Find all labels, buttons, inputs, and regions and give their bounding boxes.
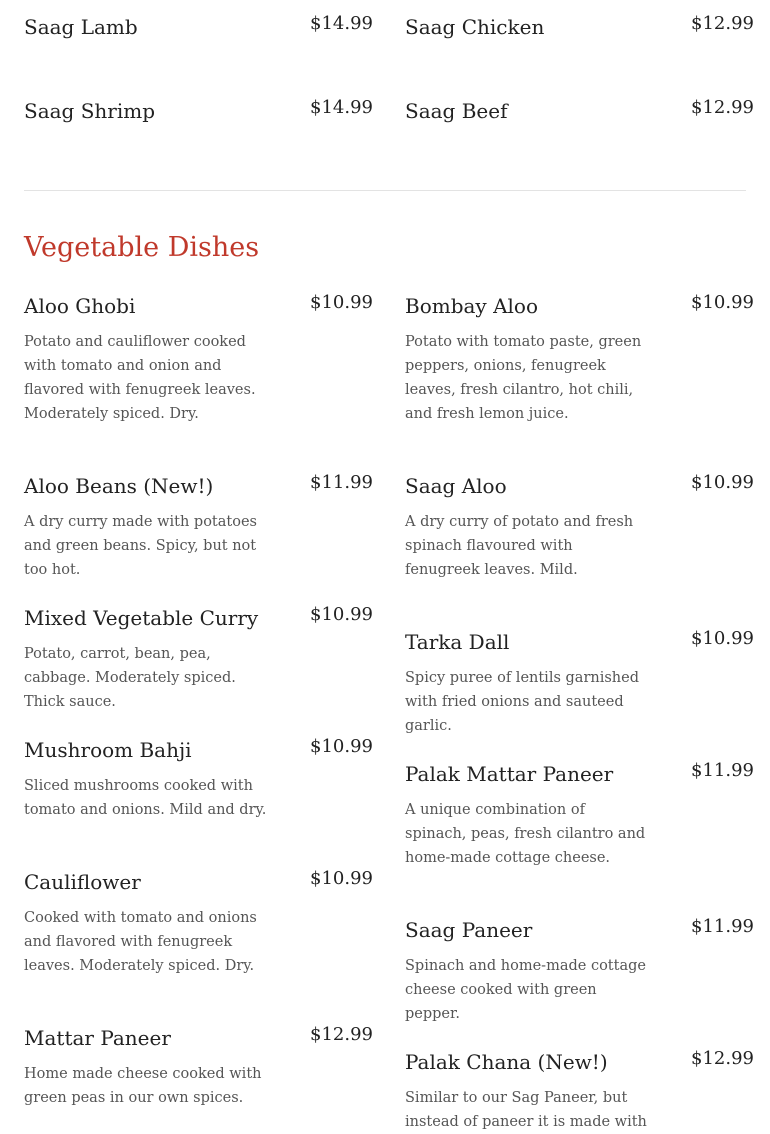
menu-item-name: Mixed Vegetable Curry [24, 606, 259, 630]
menu-item-price: $11.99 [691, 760, 754, 781]
menu-item-name: Mushroom Bahji [24, 738, 192, 762]
menu-item-name: Palak Mattar Paneer [405, 762, 614, 786]
menu-item-name: Saag Chicken [405, 15, 545, 39]
menu-item-description: Spinach and home-made cottage cheese cooked with green pepper. [405, 958, 646, 1022]
menu-item [24, 13, 373, 44]
menu-item-price: $10.99 [310, 868, 373, 889]
menu-item-description: A dry curry of potato and fresh spinach flavoured with fenugreek leaves. Mild. [405, 514, 634, 578]
menu-item-price: $10.99 [691, 472, 754, 493]
menu-item [405, 1048, 754, 1130]
menu-item-description: Sliced mushrooms cooked with tomato and onions. Mild and dry. [24, 778, 267, 818]
menu-item [24, 736, 373, 818]
menu-item-name: Saag Aloo [405, 474, 507, 498]
menu-item [405, 916, 754, 1022]
menu-item-description: Home made cheese cooked with green peas in our own spices. [24, 1066, 262, 1106]
menu-item-price: $11.99 [691, 916, 754, 937]
menu-item-description: Cooked with tomato and onions and flavored with fenugreek leaves. Moderately spiced. Dry. [24, 910, 257, 974]
menu-item [405, 760, 754, 866]
menu-item-price: $12.99 [691, 1048, 754, 1069]
menu-item-name: Saag Beef [405, 99, 508, 123]
menu-item-name: Tarka Dall [405, 630, 510, 654]
menu-item-description: Potato with tomato paste, green peppers, onions, fenugreek leaves, fresh cilantro, hot chili, and fresh lemon juice. [405, 334, 642, 422]
menu-item-price: $12.99 [691, 97, 754, 118]
menu-item-name: Cauliflower [24, 870, 141, 894]
menu-item-price: $11.99 [310, 472, 373, 493]
menu-item [24, 868, 373, 974]
menu-item-name: Mattar Paneer [24, 1026, 171, 1050]
menu-item-description: Potato and cauliflower cooked with tomato and onion and flavored with fenugreek leaves. Moderately spiced. Dry. [24, 334, 256, 422]
menu-item-price: $12.99 [691, 13, 754, 34]
menu-item [405, 13, 754, 44]
menu-item-description: Spicy puree of lentils garnished with fried onions and sauteed garlic. [405, 670, 639, 734]
menu-item-price: $10.99 [310, 736, 373, 757]
menu-item [405, 472, 754, 578]
menu-item-price: $12.99 [310, 1024, 373, 1045]
menu-item [24, 1024, 373, 1106]
menu-item-name: Bombay Aloo [405, 294, 539, 318]
menu-item-price: $10.99 [691, 292, 754, 313]
menu-item [24, 292, 373, 423]
menu-item-price: $14.99 [310, 13, 373, 34]
menu-item-name: Palak Chana (New!) [405, 1050, 608, 1074]
menu-item-price: $10.99 [691, 628, 754, 649]
menu-item-name: Saag Paneer [405, 918, 533, 942]
menu-item-price: $10.99 [310, 604, 373, 625]
menu-item [405, 628, 754, 734]
menu-item-price: $10.99 [310, 292, 373, 313]
menu-item-name: Aloo Beans (New!) [24, 474, 214, 498]
menu-item-description: Similar to our Sag Paneer, but instead of paneer it is made with [405, 1090, 647, 1130]
menu-item [405, 292, 754, 423]
menu-item-name: Saag Lamb [24, 15, 138, 39]
menu-item-name: Saag Shrimp [24, 99, 156, 123]
section-title: Vegetable Dishes [24, 232, 260, 263]
menu-item [24, 97, 373, 128]
menu-item-description: A unique combination of spinach, peas, fresh cilantro and home-made cottage cheese. [405, 802, 646, 866]
menu-item-price: $14.99 [310, 97, 373, 118]
menu-item [405, 97, 754, 128]
menu-item-description: A dry curry made with potatoes and green beans. Spicy, but not too hot. [24, 514, 257, 578]
menu-item [24, 472, 373, 578]
menu-item-description: Potato, carrot, bean, pea, cabbage. Moderately spiced. Thick sauce. [24, 646, 236, 710]
menu-item-name: Aloo Ghobi [24, 294, 136, 318]
section-divider [24, 190, 746, 191]
menu-item [24, 604, 373, 710]
